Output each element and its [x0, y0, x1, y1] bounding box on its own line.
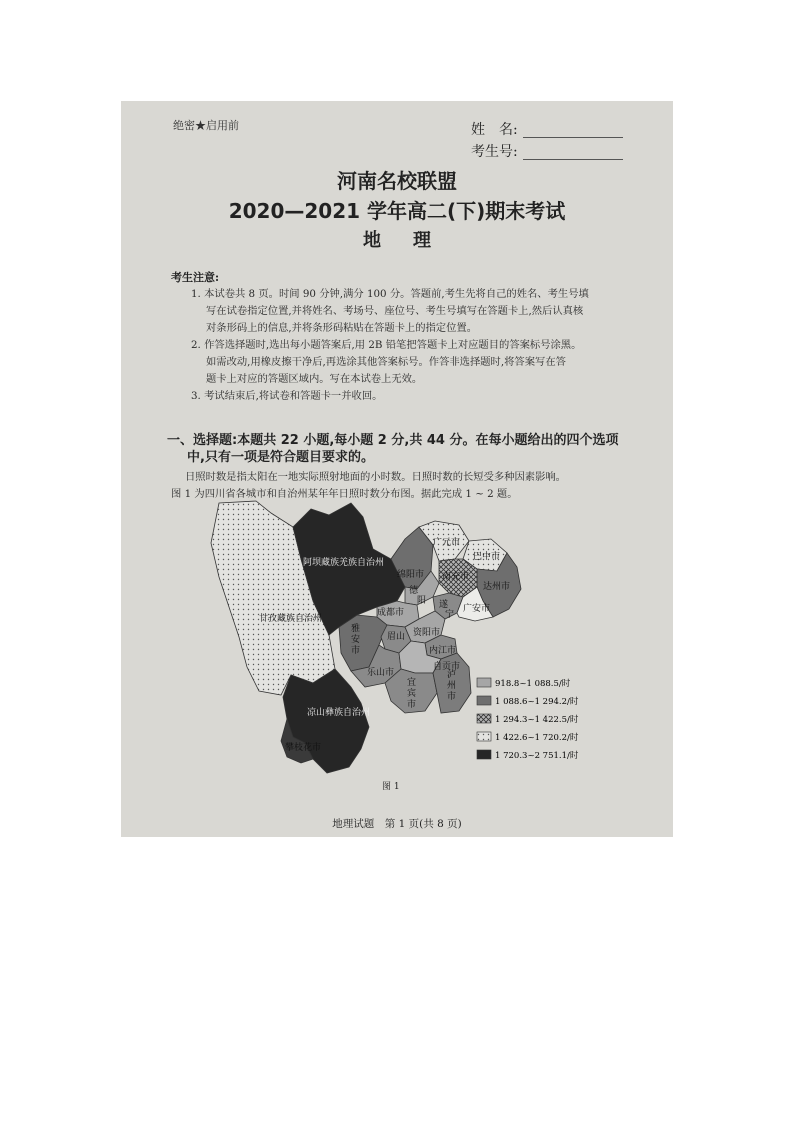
notice-line: 对条形码上的信息,并将条形码粘贴在答题卡上的指定位置。: [206, 322, 477, 334]
label-chengdu: 成都市: [377, 608, 405, 618]
secret-mark: 绝密★启用前: [173, 119, 239, 132]
label-suining-a: 遂: [439, 600, 449, 610]
label-ziyang: 资阳市: [413, 628, 441, 638]
label-luzhou-b: 州: [447, 681, 457, 691]
legend-swatch-3: [477, 714, 491, 723]
label-yibin-c: 市: [407, 700, 417, 710]
exam-number-label: 考生号:: [471, 144, 518, 160]
notice-line: 题卡上对应的答题区域内。写在本试卷上无效。: [206, 373, 423, 385]
label-zigong: 自贡市: [433, 662, 461, 672]
exam-number-underline: [523, 159, 623, 160]
exam-title-union: 河南名校联盟: [337, 169, 457, 193]
notice-heading: 考生注意:: [171, 271, 220, 284]
label-meishan-b: 山: [396, 632, 406, 642]
legend-swatch-4: [477, 732, 491, 741]
label-yibin-b: 宾: [407, 689, 417, 699]
label-luzhou-a: 泸: [447, 670, 457, 680]
legend-label-4: 1 422.6~1 720.2/时: [495, 733, 579, 743]
label-yibin-a: 宜: [407, 678, 417, 688]
name-label: 姓 名:: [471, 122, 518, 138]
exam-title-year: 2020—2021 学年高二(下)期末考试: [228, 199, 566, 223]
section-heading: 一、选择题:本题共 22 小题,每小题 2 分,共 44 分。在每小题给出的四个选项: [167, 433, 619, 448]
page-footer: 地理试题 第 1 页(共 8 页): [332, 818, 462, 830]
figure-caption: 图 1: [382, 782, 400, 792]
label-panzhihua: 攀枝花市: [285, 743, 322, 753]
label-yaan-a: 雅: [351, 624, 361, 634]
label-leshan: 乐山市: [367, 668, 395, 678]
label-liangshan: 凉山彝族自治州: [307, 708, 371, 718]
label-deyang-a: 德: [409, 586, 419, 596]
question-intro: 日照时数是指太阳在一地实际照射地面的小时数。日照时数的长短受多种因素影响。: [185, 471, 566, 483]
label-neijiang: 内江市: [429, 646, 457, 656]
notice-line: 3. 考试结束后,将试卷和答题卡一并收回。: [191, 390, 383, 402]
legend-label-5: 1 720.3~2 751.1/时: [495, 751, 579, 761]
legend-swatch-2: [477, 696, 491, 705]
notice-line: 如需改动,用橡皮擦干净后,再选涂其他答案标号。作答非选择题时,将答案写在答: [206, 356, 566, 368]
legend-swatch-5: [477, 750, 491, 759]
label-nanchong: 南充市: [442, 572, 470, 582]
legend-swatch-1: [477, 678, 491, 687]
label-guangyuan: 广元市: [433, 538, 461, 548]
exam-subject: 地理: [363, 230, 463, 251]
label-dazhou: 达州市: [483, 582, 511, 592]
sichuan-sunshine-map: [201, 497, 631, 777]
legend-label-2: 1 088.6~1 294.2/时: [495, 697, 579, 707]
label-mianyang: 绵阳市: [397, 570, 425, 580]
name-underline: [523, 137, 623, 138]
map-legend: [477, 678, 579, 761]
label-yaan-c: 市: [351, 646, 361, 656]
label-luzhou-c: 市: [447, 692, 457, 702]
section-heading-cont: 中,只有一项是符合题目要求的。: [187, 450, 374, 465]
label-bazhong: 巴中市: [473, 552, 501, 562]
label-aba: 阿坝藏族羌族自治州: [303, 558, 385, 568]
notice-line: 1. 本试卷共 8 页。时间 90 分钟,满分 100 分。答题前,考生先将自己的姓名、考生号填: [191, 288, 589, 300]
label-yaan-b: 安: [351, 635, 361, 645]
legend-label-1: 918.8~1 088.5/时: [495, 679, 571, 689]
question-intro: 图 1 为四川省各城市和自治州某年年日照时数分布图。据此完成 1 ~ 2 题。: [171, 488, 518, 500]
legend-label-3: 1 294.3~1 422.5/时: [495, 715, 579, 725]
exam-paper: [121, 101, 673, 837]
label-guangan: 广安市: [463, 604, 491, 614]
label-suining-b: 宁: [445, 610, 455, 620]
notice-line: 2. 作答选择题时,选出每小题答案后,用 2B 铅笔把答题卡上对应题目的答案标号涂黑。: [191, 339, 582, 351]
label-ganzi: 甘孜藏族自治州: [259, 614, 323, 624]
label-meishan-a: 眉: [387, 632, 397, 642]
notice-line: 写在试卷指定位置,并将姓名、考场号、座位号、考生号填写在答题卡上,然后认真核: [206, 305, 584, 317]
label-deyang-b: 阳: [417, 596, 427, 606]
